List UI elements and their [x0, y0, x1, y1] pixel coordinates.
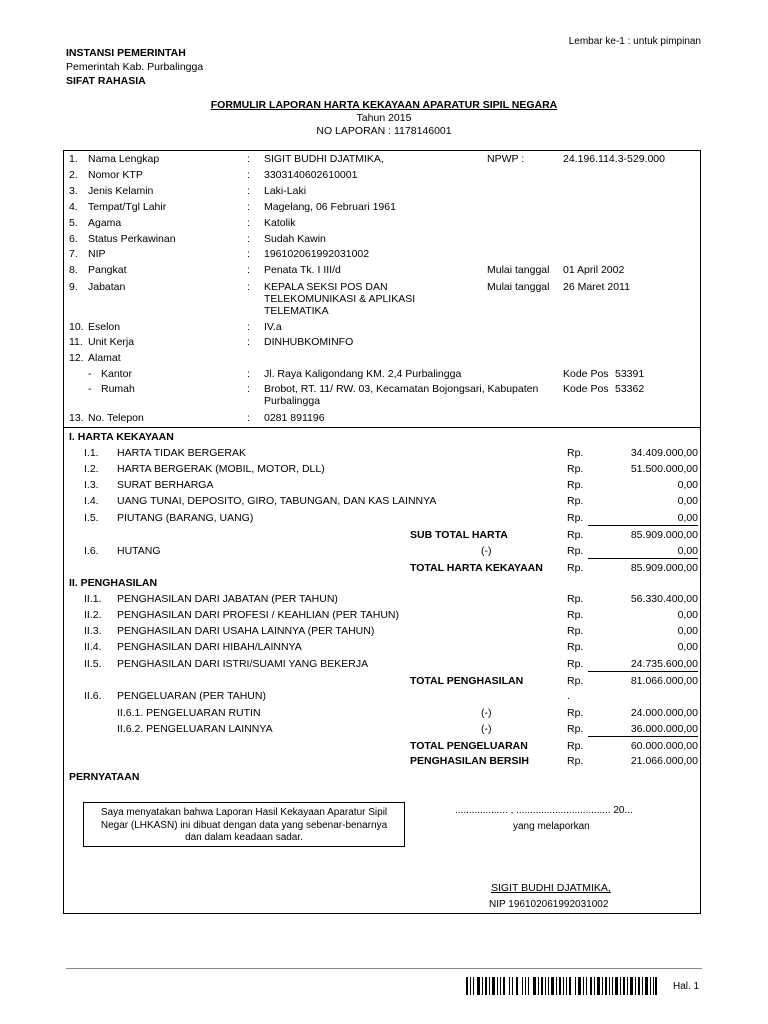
row-label: No. Telepon	[88, 412, 144, 424]
row-sep: :	[247, 368, 250, 380]
signer-nip: NIP 196102061992031002	[489, 899, 609, 910]
row-num: -	[88, 368, 92, 380]
row-value: Brobot, RT. 11/ RW. 03, Kecamatan Bojongsari, Kabupaten	[264, 383, 539, 395]
income-currency: Rp.	[567, 625, 584, 637]
row-value: Sudah Kawin	[264, 233, 326, 245]
income-amount: 0,00	[677, 609, 698, 621]
sum-line	[588, 671, 698, 672]
income-label: PENGHASILAN DARI JABATAN (PER TAHUN)	[117, 593, 338, 605]
row-sep: :	[247, 383, 250, 395]
asset-label: HARTA TIDAK BERGERAK	[117, 447, 246, 459]
row-value-line2: Purbalingga	[264, 395, 321, 407]
expense-code: II.6.	[84, 690, 102, 702]
row-num: 11.	[69, 336, 83, 348]
subtotal-currency: Rp.	[567, 529, 584, 541]
expense-item-amount: 36.000.000,00	[630, 723, 698, 735]
row-sep: :	[247, 201, 250, 213]
row-num: 6.	[69, 233, 78, 245]
income-code: II.4.	[84, 641, 102, 653]
expense-label: PENGELUARAN (PER TAHUN)	[117, 690, 266, 702]
row-value: Katolik	[264, 217, 296, 229]
asset-code: I.5.	[84, 512, 99, 524]
statement-line: Negar (LHKASN) ini dibuat dengan data yang sebenar-benarnya	[100, 819, 388, 831]
row-num: 3.	[69, 185, 78, 197]
agency-name: Pemerintah Kab. Purbalingga	[66, 61, 204, 73]
sum-line	[588, 736, 698, 737]
row-label: Pangkat	[88, 264, 127, 276]
form-title: FORMULIR LAPORAN HARTA KEKAYAAN APARATUR SIPIL NEGARA	[210, 99, 558, 111]
asset-code: I.2.	[84, 463, 99, 475]
net-income-amount: 21.066.000,00	[630, 755, 698, 767]
income-label: PENGHASILAN DARI HIBAH/LAINNYA	[117, 641, 302, 653]
row-sep: :	[247, 281, 250, 293]
expense-item-label: II.6.2. PENGELUARAN LAINNYA	[117, 723, 273, 735]
postcode-value: 53391	[615, 368, 645, 380]
row-num: 9.	[69, 281, 78, 293]
income-amount: 0,00	[677, 625, 698, 637]
row-value: 196102061992031002	[264, 248, 370, 260]
row-sep: :	[247, 233, 250, 245]
agency-label: INSTANSI PEMERINTAH	[66, 47, 186, 59]
asset-amount: 34.409.000,00	[630, 447, 698, 459]
row-label: Kantor	[101, 368, 132, 380]
income-amount: 0,00	[677, 641, 698, 653]
postcode-label: Kode Pos	[563, 368, 609, 380]
npwp-value: 24.196.114.3-529.000	[563, 153, 665, 165]
total-income-currency: Rp.	[567, 675, 584, 687]
total-income-label: TOTAL PENGHASILAN	[410, 675, 524, 687]
row-label: Jabatan	[88, 281, 126, 293]
row-value: 0281 891196	[264, 412, 325, 424]
row-num: -	[88, 383, 92, 395]
asset-amount: 0,00	[677, 495, 698, 507]
debt-code: I.6.	[84, 545, 99, 557]
start-date-value: 26 Maret 2011	[563, 281, 630, 293]
sum-line	[588, 525, 698, 526]
debt-amount: 0,00	[677, 545, 698, 557]
start-date-label: Mulai tanggal	[487, 281, 550, 293]
income-currency: Rp.	[567, 593, 584, 605]
income-label: PENGHASILAN DARI ISTRI/SUAMI YANG BEKERJA	[117, 658, 369, 670]
copy-note: Lembar ke-1 : untuk pimpinan	[568, 36, 701, 47]
row-value: KEPALA SEKSI POS DAN	[264, 281, 388, 293]
subtotal-label: SUB TOTAL HARTA	[410, 529, 508, 541]
asset-amount: 51.500.000,00	[630, 463, 698, 475]
expense-dot: .	[567, 690, 570, 702]
page-number: Hal. 1	[673, 981, 700, 992]
row-value: SIGIT BUDHI DJATMIKA,	[264, 153, 384, 165]
row-label: NIP	[88, 248, 106, 260]
expense-item-label: II.6.1. PENGELUARAN RUTIN	[117, 707, 261, 719]
row-value-line3: TELEMATIKA	[264, 305, 329, 317]
asset-amount: 0,00	[677, 512, 698, 524]
footer-divider	[66, 968, 702, 969]
expense-item-currency: Rp.	[567, 707, 584, 719]
asset-label: SURAT BERHARGA	[117, 479, 214, 491]
section-divider	[63, 427, 701, 428]
row-label: Eselon	[88, 321, 121, 333]
total-expense-currency: Rp.	[567, 740, 584, 752]
report-number: NO LAPORAN : 1178146001	[316, 125, 452, 137]
total-assets-label: TOTAL HARTA KEKAYAAN	[410, 562, 543, 574]
row-num: 5.	[69, 217, 78, 229]
row-value: Jl. Raya Kaligondang KM. 2,4 Purbalingga	[264, 368, 462, 380]
debt-currency: Rp.	[567, 545, 584, 557]
sum-line	[588, 558, 698, 559]
form-year: Tahun 2015	[356, 112, 412, 124]
net-income-currency: Rp.	[567, 755, 584, 767]
row-sep: :	[247, 321, 250, 333]
income-amount: 24.735.600,00	[630, 658, 698, 670]
postcode-label: Kode Pos	[563, 383, 609, 395]
debt-label: HUTANG	[117, 545, 161, 557]
statement-line: dan dalam keadaan sadar.	[185, 832, 303, 843]
row-value: Penata Tk. I III/d	[264, 264, 341, 276]
asset-code: I.4.	[84, 495, 99, 507]
total-assets-amount: 85.909.000,00	[630, 562, 698, 574]
total-expense-amount: 60.000.000,00	[630, 740, 698, 752]
start-date-value: 01 April 2002	[563, 264, 625, 276]
expense-item-sign: (-)	[481, 723, 492, 735]
asset-currency: Rp.	[567, 463, 584, 475]
asset-currency: Rp.	[567, 495, 584, 507]
income-label: PENGHASILAN DARI USAHA LAINNYA (PER TAHUN)	[117, 625, 375, 637]
total-income-amount: 81.066.000,00	[630, 675, 698, 687]
asset-code: I.1.	[84, 447, 99, 459]
row-label: Tempat/Tgl Lahir	[88, 201, 167, 213]
barcode	[466, 977, 657, 995]
row-value: Laki-Laki	[264, 185, 307, 197]
signer-name: SIGIT BUDHI DJATMIKA,	[491, 882, 611, 894]
total-assets-currency: Rp.	[567, 562, 584, 574]
row-num: 8.	[69, 264, 78, 276]
income-code: II.1.	[84, 593, 102, 605]
row-label: Nama Lengkap	[88, 153, 160, 165]
date-line: ................... , .................................. 20...	[455, 805, 633, 816]
income-currency: Rp.	[567, 658, 584, 670]
row-sep: :	[247, 336, 250, 348]
asset-currency: Rp.	[567, 447, 584, 459]
asset-amount: 0,00	[677, 479, 698, 491]
income-code: II.2.	[84, 609, 102, 621]
income-label: PENGHASILAN DARI PROFESI / KEAHLIAN (PER TAHUN)	[117, 609, 400, 621]
asset-label: UANG TUNAI, DEPOSITO, GIRO, TABUNGAN, DAN KAS LAINNYA	[117, 495, 437, 507]
asset-label: HARTA BERGERAK (MOBIL, MOTOR, DLL)	[117, 463, 325, 475]
row-num: 4.	[69, 201, 78, 213]
income-code: II.3.	[84, 625, 102, 637]
total-expense-label: TOTAL PENGELUARAN	[410, 740, 528, 752]
asset-currency: Rp.	[567, 479, 584, 491]
asset-label: PIUTANG (BARANG, UANG)	[117, 512, 254, 524]
income-heading: II. PENGHASILAN	[69, 577, 158, 589]
row-label: Agama	[88, 217, 122, 229]
row-sep: :	[247, 248, 250, 260]
npwp-label: NPWP :	[487, 153, 525, 165]
row-label: Unit Kerja	[88, 336, 135, 348]
postcode-value: 53362	[615, 383, 645, 395]
row-value-line2: TELEKOMUNIKASI & APLIKASI	[264, 293, 416, 305]
statement-line: Saya menyatakan bahwa Laporan Hasil Kekayaan Aparatur Sipil	[100, 807, 388, 818]
row-label: Alamat	[88, 352, 121, 364]
row-num: 1.	[69, 153, 78, 165]
row-label: Status Perkawinan	[88, 233, 176, 245]
asset-code: I.3.	[84, 479, 99, 491]
subtotal-amount: 85.909.000,00	[630, 529, 698, 541]
classification: SIFAT RAHASIA	[66, 75, 146, 87]
debt-sign: (-)	[481, 545, 492, 557]
expense-item-sign: (-)	[481, 707, 492, 719]
row-value: Magelang, 06 Februari 1961	[264, 201, 396, 213]
row-value: IV.a	[264, 321, 282, 333]
expense-item-currency: Rp.	[567, 723, 584, 735]
row-value: DINHUBKOMINFO	[264, 336, 354, 348]
row-label: Jenis Kelamin	[88, 185, 154, 197]
income-currency: Rp.	[567, 641, 584, 653]
row-sep: :	[247, 153, 250, 165]
row-sep: :	[247, 169, 250, 181]
reporter-label: yang melaporkan	[513, 821, 590, 832]
statement-heading: PERNYATAAN	[69, 771, 140, 783]
row-sep: :	[247, 185, 250, 197]
row-num: 12.	[69, 352, 84, 364]
row-label: Rumah	[101, 383, 135, 395]
statement-box	[83, 802, 405, 847]
income-amount: 56.330.400,00	[630, 593, 698, 605]
asset-currency: Rp.	[567, 512, 584, 524]
expense-item-amount: 24.000.000,00	[630, 707, 698, 719]
income-code: II.5.	[84, 658, 102, 670]
start-date-label: Mulai tanggal	[487, 264, 550, 276]
row-sep: :	[247, 217, 250, 229]
income-currency: Rp.	[567, 609, 584, 621]
row-sep: :	[247, 264, 250, 276]
row-value: 3303140602610001	[264, 169, 358, 181]
row-num: 13.	[69, 412, 84, 424]
net-income-label: PENGHASILAN BERSIH	[410, 755, 530, 767]
row-sep: :	[247, 412, 250, 424]
row-num: 7.	[69, 248, 78, 260]
assets-heading: I. HARTA KEKAYAAN	[69, 431, 174, 443]
row-label: Nomor KTP	[88, 169, 143, 181]
row-num: 10.	[69, 321, 84, 333]
row-num: 2.	[69, 169, 78, 181]
